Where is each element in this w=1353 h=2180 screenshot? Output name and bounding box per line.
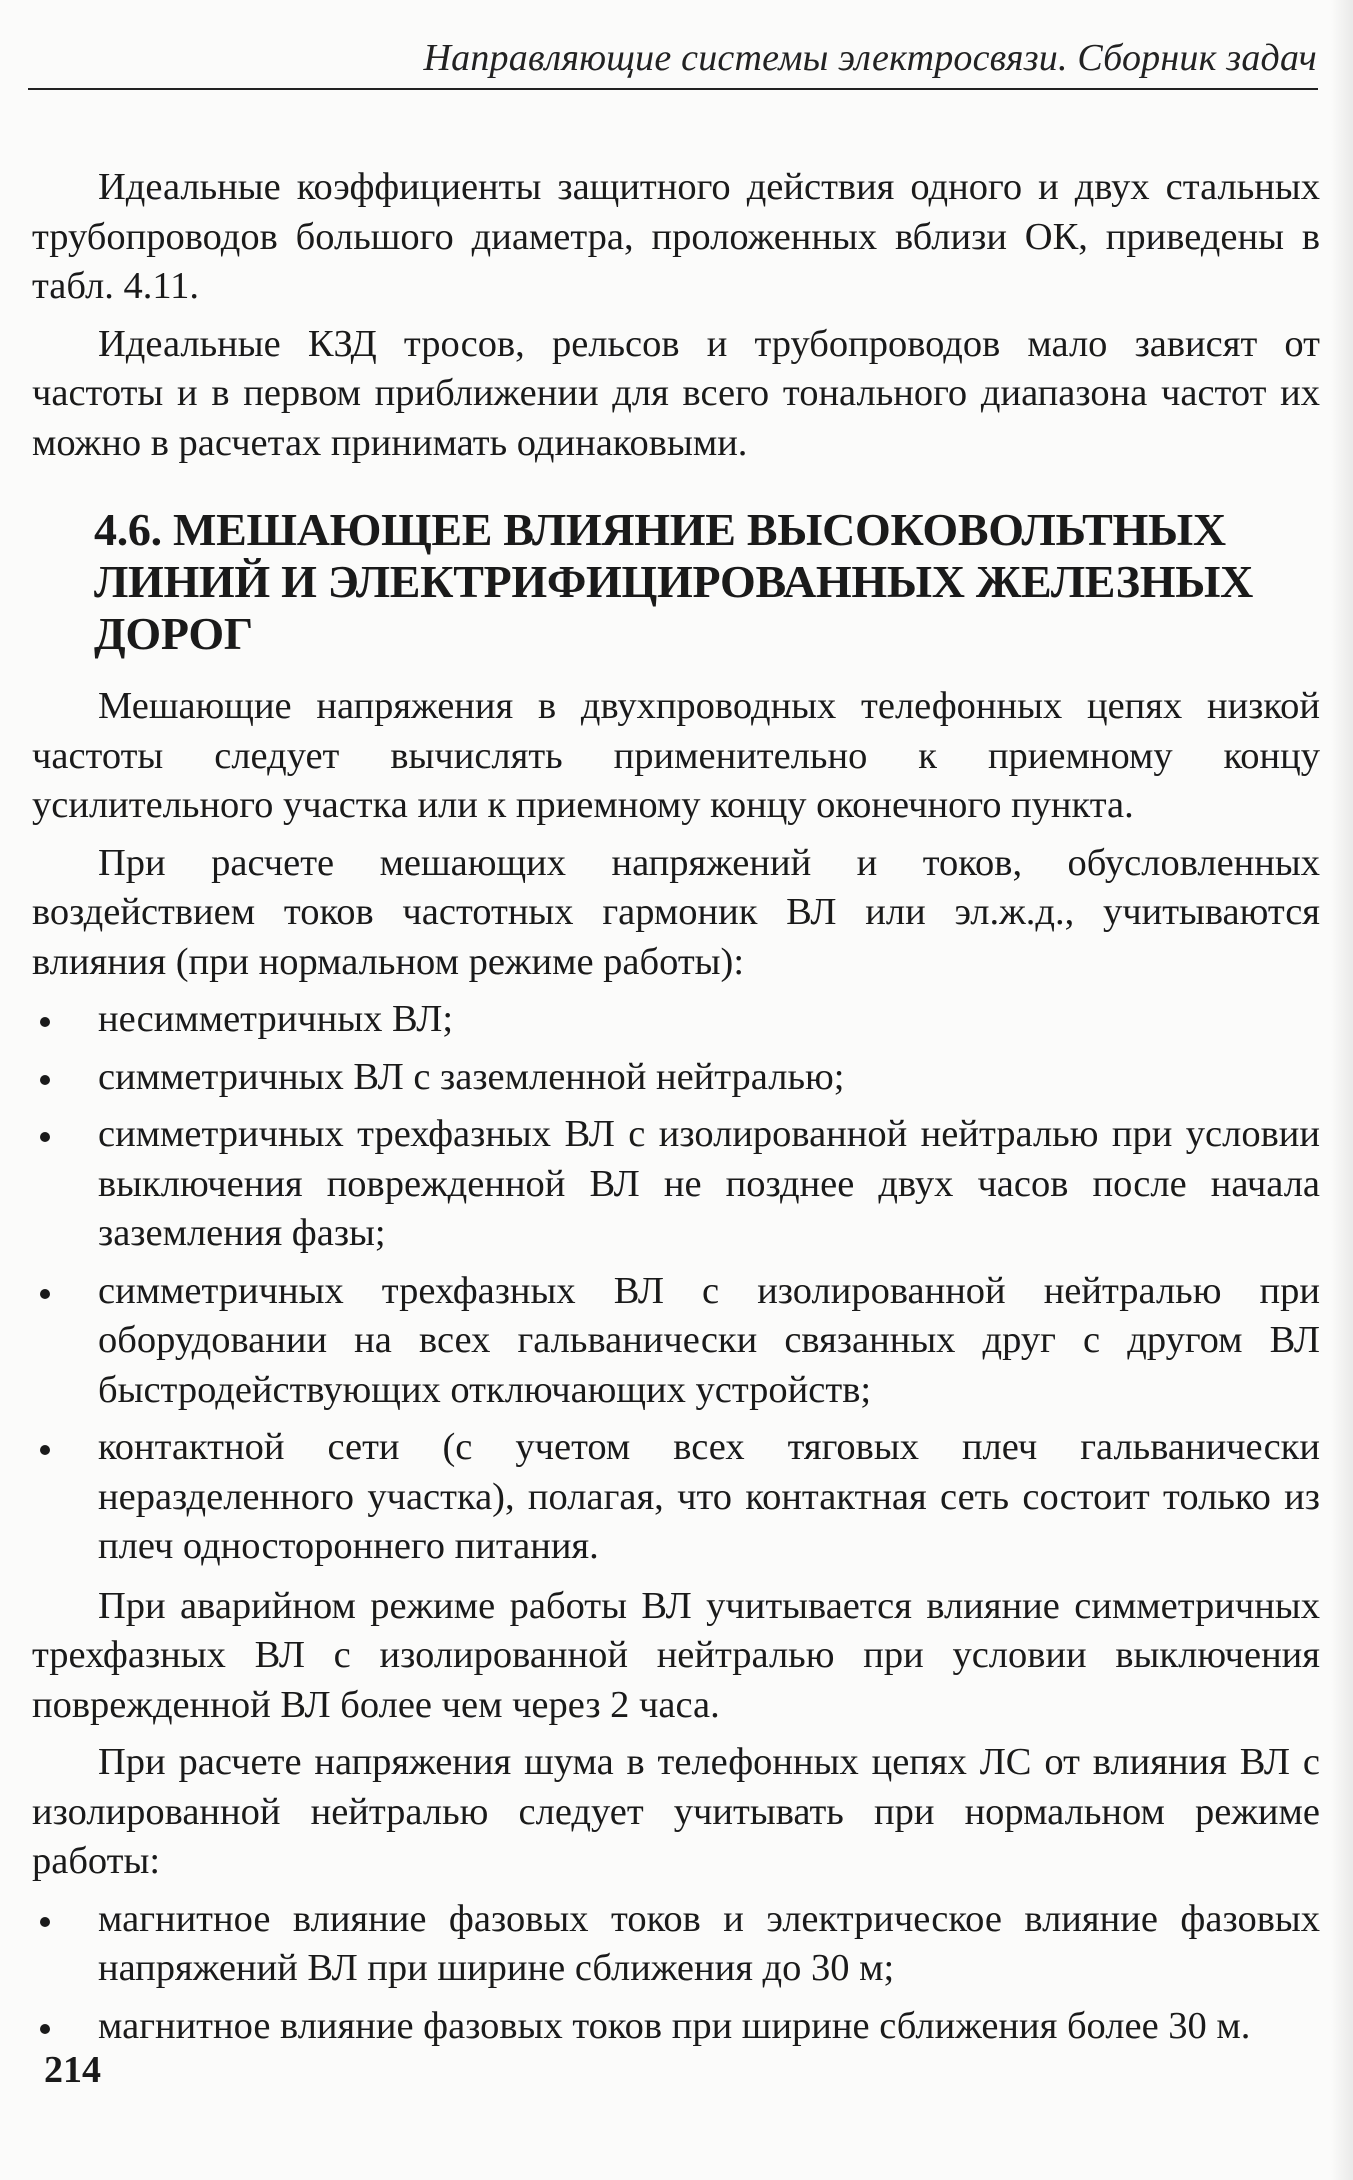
paragraph-1: Идеальные коэффициенты защитного действия одного и двух стальных трубопроводов большого диаметра, проложенных вблизи ОК, приведены в табл. 4.11. <box>32 166 1320 307</box>
list-item <box>32 995 1320 1045</box>
running-header: Направляющие системы электросвязи. Сборник задач <box>423 37 1317 79</box>
bullet-icon <box>40 1289 50 1299</box>
list-item <box>32 1267 1320 1416</box>
bullet-icon <box>40 2024 50 2034</box>
bullet-icon <box>40 1017 50 1027</box>
list-item <box>32 2002 1320 2052</box>
paragraph-3: Мешающие напряжения в двухпроводных телефонных цепях низкой частоты следует вычислять применительно к приемному концу усилительного участка или к приемному концу оконечного пункта. <box>32 685 1320 826</box>
paragraph-2: Идеальные КЗД тросов, рельсов и трубопроводов мало зависят от частоты и в первом приближении для всего тонального диапазона частот их можно в расчетах принимать одинаковыми. <box>32 322 1320 464</box>
page-body <box>32 163 1320 2061</box>
list-item <box>32 1053 1320 1103</box>
page-number: 214 <box>44 2049 101 2091</box>
paragraph-6: При расчете напряжения шума в телефонных цепях ЛС от влияния ВЛ с изолированной нейтралью следует учитывать при нормальном режиме работы: <box>32 1741 1320 1882</box>
section-heading: 4.6. МЕШАЮЩЕЕ ВЛИЯНИЕ ВЫСОКОВОЛЬТНЫХ ЛИНИЙ И ЭЛЕКТРИФИЦИРОВАННЫХ ЖЕЛЕЗНЫХ ДОРОГ <box>94 504 1253 659</box>
bullet-icon <box>40 1445 50 1455</box>
list-item-text: контактной сети (с учетом всех тяговых плеч гальванически неразделенного участка), полагая, что контактная сеть состоит только из плеч одностороннего питания. <box>98 1426 1320 1567</box>
bullet-icon <box>40 1075 50 1085</box>
paragraph-5: При аварийном режиме работы ВЛ учитывается влияние симметричных трехфазных ВЛ с изолированной нейтралью при условии выключения поврежденной ВЛ более чем через 2 часа. <box>32 1584 1320 1726</box>
list-item-text: магнитное влияние фазовых токов и электрическое влияние фазовых напряжений ВЛ при ширине сближения до 30 м; <box>98 1897 1320 1989</box>
page-edge-shadow <box>1331 0 1353 2180</box>
list-item <box>32 1895 1320 1994</box>
list-item-text: симметричных трехфазных ВЛ с изолированной нейтралью при условии выключения поврежденной ВЛ не позднее двух часов после начала заземления фазы; <box>98 1113 1320 1254</box>
header-rule <box>28 88 1318 90</box>
list-item <box>32 1110 1320 1259</box>
list-item-text: магнитное влияние фазовых токов при ширине сближения более 30 м. <box>98 2004 1251 2047</box>
bullet-list-influences <box>32 995 1320 1572</box>
list-item <box>32 1423 1320 1572</box>
list-item-text: несимметричных ВЛ; <box>98 998 454 1040</box>
paragraph-4: При расчете мешающих напряжений и токов, обусловленных воздействием токов частотных гармоник ВЛ или эл.ж.д., учитываются влияния (при нормальном режиме работы): <box>32 841 1320 983</box>
list-item-text: симметричных трехфазных ВЛ с изолированной нейтралью при оборудовании на всех гальванически связанных друг с другом ВЛ быстродействующих отключающих устройств; <box>98 1269 1320 1411</box>
list-item-text: симметричных ВЛ с заземленной нейтралью; <box>98 1055 845 1098</box>
bullet-icon <box>40 1132 50 1142</box>
bullet-icon <box>40 1917 50 1927</box>
bullet-list-noise <box>32 1895 1320 2052</box>
